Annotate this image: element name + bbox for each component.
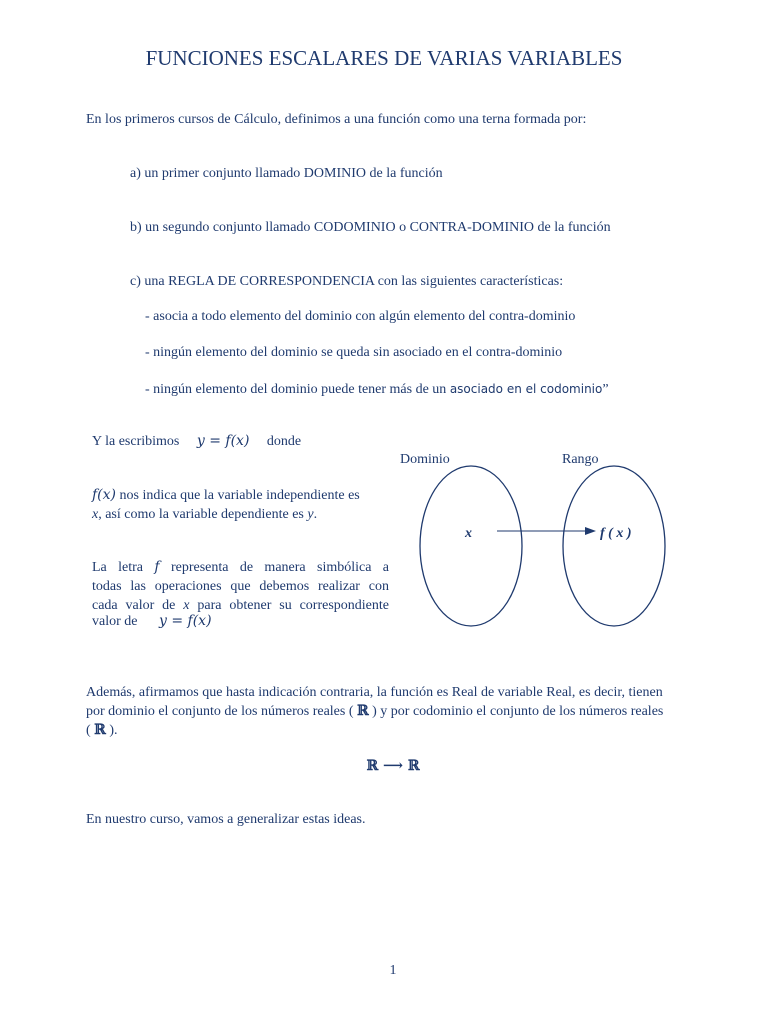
ademas-line1: Además, afirmamos que hasta indicación contraria, la función es Real de variable Real, es decir, tienen: [86, 685, 663, 700]
arrow-head-icon: [585, 527, 596, 535]
bullet-1: - asocia a todo elemento del dominio con algún elemento del contra-dominio: [145, 309, 576, 324]
donde-text: donde: [266, 434, 302, 449]
letra-line3-pre: cada valor de: [92, 598, 176, 613]
y-escribimos-line: [92, 432, 301, 451]
fx-y-var: y: [307, 507, 314, 522]
item-b: b) un segundo conjunto llamado CODOMINIO o CONTRA-DOMINIO de la función: [130, 220, 611, 235]
letra-line3-post: para obtener su correspondiente: [197, 598, 389, 613]
valor-de-line: [92, 612, 212, 631]
ademas-line3-post: ).: [105, 723, 118, 738]
bullet-3-text: - ningún elemento del dominio puede tener más de un: [145, 382, 450, 397]
y-escribimos-text: Y la escribimos: [92, 434, 180, 449]
mapping-diagram: [410, 463, 690, 633]
domain-ellipse: [420, 466, 522, 626]
page-number: 1: [389, 963, 397, 978]
ademas-line3-pre: (: [86, 723, 95, 738]
diagram-fx-label: f ( x ): [600, 526, 632, 541]
bullet-2: - ningún elemento del dominio se queda sin asociado en el contra-dominio: [145, 345, 563, 360]
fx-x-var: x: [92, 507, 99, 522]
reals-mapping: ℝ ⟶ ℝ: [366, 758, 420, 774]
bullet-3-mono-text: asociado en el codominio: [449, 382, 603, 396]
equation-y-fx-2: y = f(x): [158, 613, 212, 629]
fx-dot: .: [313, 507, 318, 522]
letra-line2: todas las operaciones que debemos realizar con: [92, 579, 389, 594]
range-ellipse: [563, 466, 665, 626]
rango-label: Rango: [562, 452, 599, 467]
item-a: a) un primer conjunto llamado DOMINIO de la función: [130, 166, 443, 181]
fx-line2-text: , así como la variable dependiente es: [98, 507, 304, 522]
letra-pre: La letra: [92, 560, 144, 575]
letra-f: f: [154, 559, 160, 575]
ademas-line3: [86, 721, 117, 740]
fx-description-line1: [92, 486, 360, 505]
fx-description-line2: [92, 505, 317, 524]
diagram-x-label: x: [465, 526, 472, 541]
dominio-label: Dominio: [400, 452, 450, 467]
ademas-line2: [86, 702, 663, 721]
item-c: c) una REGLA DE CORRESPONDENCIA con las siguientes características:: [130, 274, 564, 289]
bullet-3: [145, 380, 609, 399]
equation-y-fx: y = f(x): [196, 433, 250, 449]
reals-symbol-1: ℝ: [357, 703, 369, 719]
letra-line3-x: x: [183, 598, 190, 613]
valor-de-text: valor de: [92, 614, 138, 629]
reals-symbol-2: ℝ: [94, 722, 106, 738]
letra-line1: [92, 558, 389, 577]
closing-paragraph: En nuestro curso, vamos a generalizar estas ideas.: [86, 812, 366, 827]
letra-post: representa de manera simbólica a: [170, 560, 390, 575]
ademas-line2-post: ) y por codominio el conjunto de los números reales: [368, 704, 664, 719]
fx-symbol: f(x): [92, 487, 117, 503]
intro-paragraph: En los primeros cursos de Cálculo, definimos a una función como una terna formada por:: [86, 112, 587, 127]
page-title: FUNCIONES ESCALARES DE VARIAS VARIABLES: [145, 46, 623, 70]
fx-line1-text: nos indica que la variable independiente es: [119, 488, 360, 503]
bullet-3-quote: ”: [602, 382, 609, 397]
ademas-line2-pre: por dominio el conjunto de los números reales (: [86, 704, 357, 719]
